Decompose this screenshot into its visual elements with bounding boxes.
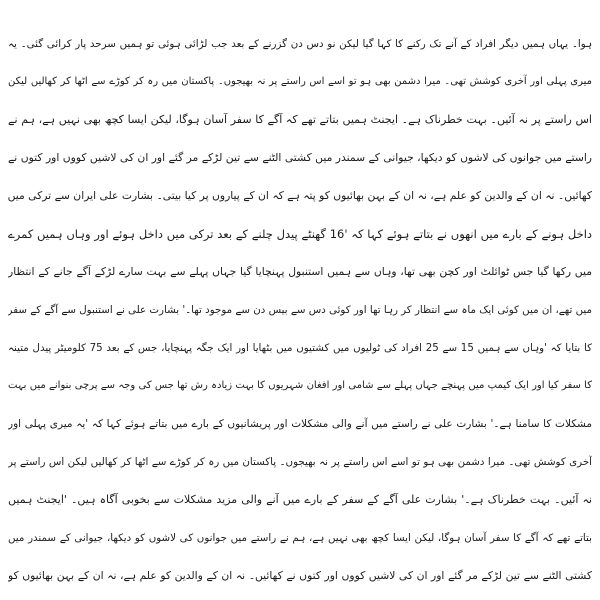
article-body — [8, 25, 592, 595]
text-line: میں رکھا گیا جس ٹوائلٹ اور کچن بھی تھا، وہاں سے ہمیں استنبول پہنچایا گیا جہاں پہلے سے بہت سارے لڑکے آگے جانے کے انتظار — [8, 265, 592, 278]
text-line: کا سفر کیا اور ایک کیمپ میں پہنچے جہاں پہلے سے شامی اور افغان شہریوں کا بہت زیادہ رش تھا جس کی وجہ سے پرچی بنوانے میں بہت — [8, 380, 592, 391]
text-line: میں تھے، ان میں کوئی ایک ماہ سے انتظار کر رہا تھا اور کوئی دس سے بیس دن سے موجود تھا۔' بشارت علی نے استنبول سے آگے کے سفر — [8, 304, 592, 316]
text-line: داخل ہونے کے بارے میں انھوں نے بتاتے ہوئے کہا کہ '16 گھنٹے پیدل چلنے کے بعد ترکی میں داخل ہوئے اور وہاں ہمیں کمرے — [8, 227, 592, 241]
text-line: بتاتے تھے کہ آگے کا سفر آسان ہوگا، لیکن ایسا کچھ بھی نہیں ہے، ہم نے راستے میں جوانوں کی لاشوں کو دیکھا، جیوانی کے سمندر میں — [8, 532, 592, 544]
text-line: ہوا۔ یہاں ہمیں دیگر افراد کے آنے تک رکنے کا کہا گیا لیکن نو دس دن گزرنے کے بعد جب لڑائی ہوئی تو ہمیں سرحد پار کرائی گئی۔ یہ — [8, 38, 592, 50]
text-line: اس راستے پر نہ آئیں۔ بہت خطرناک ہے۔ ایجنٹ ہمیں بتاتے تھے کہ آگے کا سفر آسان ہوگا، لیکن ایسا کچھ بھی نہیں ہے، ہم نے — [8, 113, 592, 126]
text-line: کا بتایا کہ 'وہاں سے ہمیں 15 سے 25 افراد کی ٹولیوں میں کشتیوں میں بٹھایا اور ایک جگہ پہنچایا، جس کے بعد 75 کلومیٹر پیدل متینہ — [8, 342, 592, 354]
text-line: کھائیں۔ نہ ان کے والدین کو علم ہے، نہ ان کے بہن بھائیوں کو پتہ ہے کہ ان کے پیاروں پر کیا بیتی۔ بشارت علی ایران سے ترکی میں — [8, 189, 592, 202]
text-line: آخری کوشش تھی۔ میرا دشمن بھی ہو تو اسے اس راستے پر نہ بھیجوں۔ پاکستان میں رہ کر کوڑے سے اٹھا کر کھالیں لیکن اس راستے پر — [8, 456, 592, 468]
text-line: مشکلات کا سامنا ہے۔' بشارت علی نے راستے میں آنے والی مشکلات اور پریشانیوں کے بارے میں بتاتے ہوئے کہا کہ 'یہ میری پہلی اور — [8, 418, 592, 430]
text-line: راستے میں جوانوں کی لاشوں کو دیکھا، جیوانی کے سمندر میں کشتی الٹنے سے تین لڑکے مر گئے اور ان کی لاشیں کووں اور کتوں نے — [8, 151, 592, 164]
text-line: نہ آئیں۔ بہت خطرناک ہے۔' بشارت علی آگے کے سفر کے بارے میں آنے والی مزید مشکلات سے بخوبی آگاہ ہیں۔ 'ایجنٹ ہمیں — [8, 493, 592, 506]
text-line: میری پہلی اور آخری کوشش تھی۔ میرا دشمن بھی ہو تو اسے اس راستے پر نہ بھیجوں۔ پاکستان میں رہ کر کوڑے سے اٹھا کر کھالیں لیکن — [8, 76, 592, 87]
text-line: کشتی الٹنے سے تین لڑکے مر گئے اور ان کی لاشیں کووں اور کتوں نے کھائیں۔ نہ ان کے والدین کو علم ہے، نہ ان کے بہن بھائیوں کو — [8, 569, 592, 582]
